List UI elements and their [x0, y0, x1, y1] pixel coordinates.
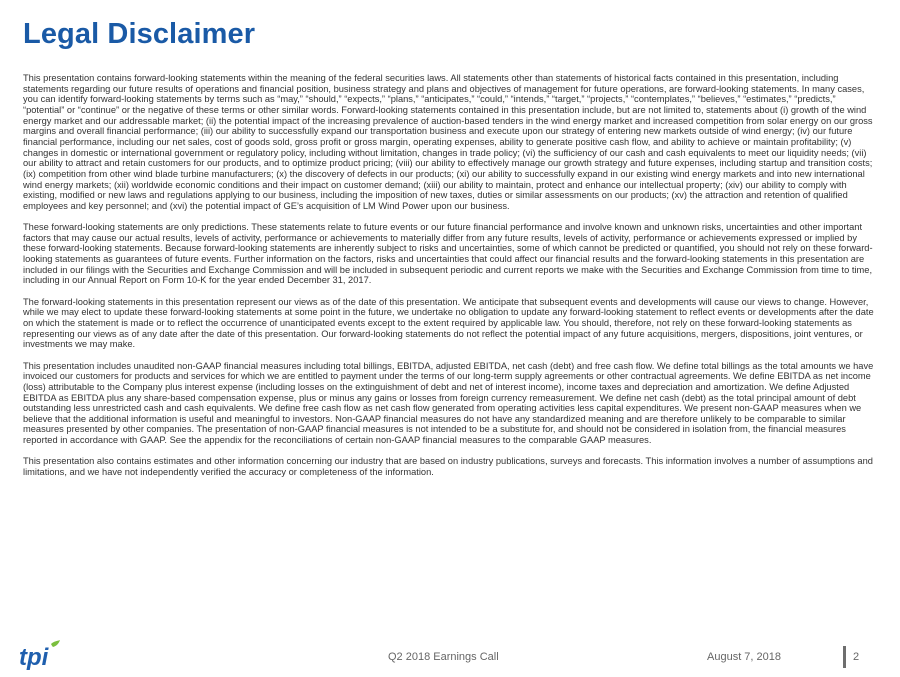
tpi-logo: [18, 640, 62, 672]
footer-event: Q2 2018 Earnings Call: [388, 651, 499, 663]
disclaimer-body: [23, 73, 875, 488]
paragraph-predictions: These forward-looking statements are only predictions. These statements relate to future events or our future financial performance and involve known and unknown risks, uncertainties and other important factors that may cause our actual results, levels of activity, performance or achievements to materially differ from any future results, levels of activity, performance or achievements expressed or implied by these forward-looking statements. Because forward-looking statements are inherently subject to risks and uncertainties, some of which cannot be predicted or quantified, you should not rely on these forward-looking statements as guarantees of future events. Further information on the factors, risks and uncertainties that could affect our financial results and the forward-looking statements in this presentation are included in our filings with the Securities and Exchange Commission and will be included in subsequent periodic and current reports we make with the Securities and Exchange Commission from time to time, including in our Annual Report on Form 10-K for the year ended December 31, 2017.: [23, 222, 873, 286]
page-number: 2: [853, 651, 860, 663]
paragraph-non-gaap: This presentation includes unaudited non-GAAP financial measures including total billings, EBITDA, adjusted EBITDA, net cash (debt) and free cash flow. We define total billings as the total amounts we have invoiced our customers for products and services for which we are entitled to payment under the terms of our long-term supply agreements or other contractual agreements. We define EBITDA as net income (loss) attributable to the Company plus interest expense (including losses on the extinguishment of debt and net of interest income), income taxes and depreciation and amortization. We define Adjusted EBITDA as EBITDA plus any share-based compensation expense, plus or minus any gains or losses from foreign currency remeasurement. We define net cash (debt) as the total principal amount of debt outstanding less unrestricted cash and cash equivalents. We define free cash flow as net cash flow generated from operating activities less capital expenditures. We present non-GAAP measures when we believe that the additional information is useful and meaningful to investors. Non-GAAP financial measures do not have any standardized meaning and are therefore unlikely to be comparable to similar measures presented by other companies. The presentation of non-GAAP financial measures is not intended to be a substitute for, and should not be considered in isolation from, the financial measures reported in accordance with GAAP. See the appendix for the reconciliations of certain non-GAAP financial measures to the comparable GAAP measures.: [23, 360, 874, 446]
paragraph-industry-estimates: This presentation also contains estimates and other information concerning our industry that are based on industry publications, surveys and forecasts. This information involves a number of assumptions and limitations, and we have not independently verified the accuracy or completeness of the information.: [23, 456, 873, 478]
footer-date: August 7, 2018: [707, 651, 782, 663]
logo-wordmark: tpi: [19, 644, 49, 671]
paragraph-views: The forward-looking statements in this presentation represent our views as of the date of this presentation. We anticipate that subsequent events and developments will cause our views to change. However, while we may elect to update these forward-looking statements at some point in the future, we undertake no obligation to update any forward-looking statement to reflect events or developments after the date on which the statement is made or to reflect the occurrence of unanticipated events except to the extent required by applicable law. You should, therefore, not rely on these forward-looking statements as representing our views as of any date after the date of this presentation. Our forward-looking statements do not reflect the potential impact of any future acquisitions, mergers, dispositions, joint ventures, or investments we may make.: [23, 296, 874, 350]
paragraph-forward-looking: This presentation contains forward-looking statements within the meaning of the federal securities laws. All statements other than statements of historical facts contained in this presentation, including statements regarding our future results of operations and financial position, business strategy and plans and objectives of management for future operations, are forward-looking statements. In many cases, you can identify forward-looking statements by terms such as “may,” “should,” “expects,” “plans,” “anticipates,” “could,” “intends,” “target,” “projects,” “contemplates,” “believes,” “estimates,” “predicts,” “potential” or “continue” or the negative of these terms or other similar words. Forward-looking statements contained in this presentation include, but are not limited to, statements about (i) growth of the wind energy market and our addressable market; (ii) the potential impact of the increasing prevalence of auction-based tenders in the wind energy market and increased competition from solar energy on our gross margins and overall financial performance; (iii) our ability to successfully expand our transportation business and execute upon our strategy of entering new markets outside of wind energy; (iv) our future financial performance, including our net sales, cost of goods sold, gross profit or gross margin, operating expenses, ability to generate positive cash flow, and ability to achieve or maintain profitability; (v) changes in domestic or international government or regulatory policy, including without limitation, changes in trade policy; (vi) the sufficiency of our cash and cash equivalents to meet our liquidity needs; (vii) our ability to attract and retain customers for our products, and to optimize product pricing; (viii) our ability to effectively manage our growth strategy and future expenses, including startup and transition costs; (ix) competition from other wind blade turbine manufacturers; (x) the discovery of defects in our products; (xi) our ability to successfully expand in our existing wind energy markets and into new international wind energy markets; (xii) worldwide economic conditions and their impact on customer demand; (xiii) our ability to maintain, protect and enhance our intellectual property; (xiv) our ability to comply with existing, modified or new laws and regulations applying to our business, including the imposition of new taxes, duties or similar assessments on our products; (xv) the attraction and retention of qualified employees and key personnel; and (xvi) the potential impact of GE’s acquisition of LM Wind Power upon our business.: [23, 73, 873, 211]
logo-leaf-icon: [51, 640, 60, 647]
page-title: Legal Disclaimer: [23, 18, 256, 50]
footer-divider: [843, 646, 846, 668]
